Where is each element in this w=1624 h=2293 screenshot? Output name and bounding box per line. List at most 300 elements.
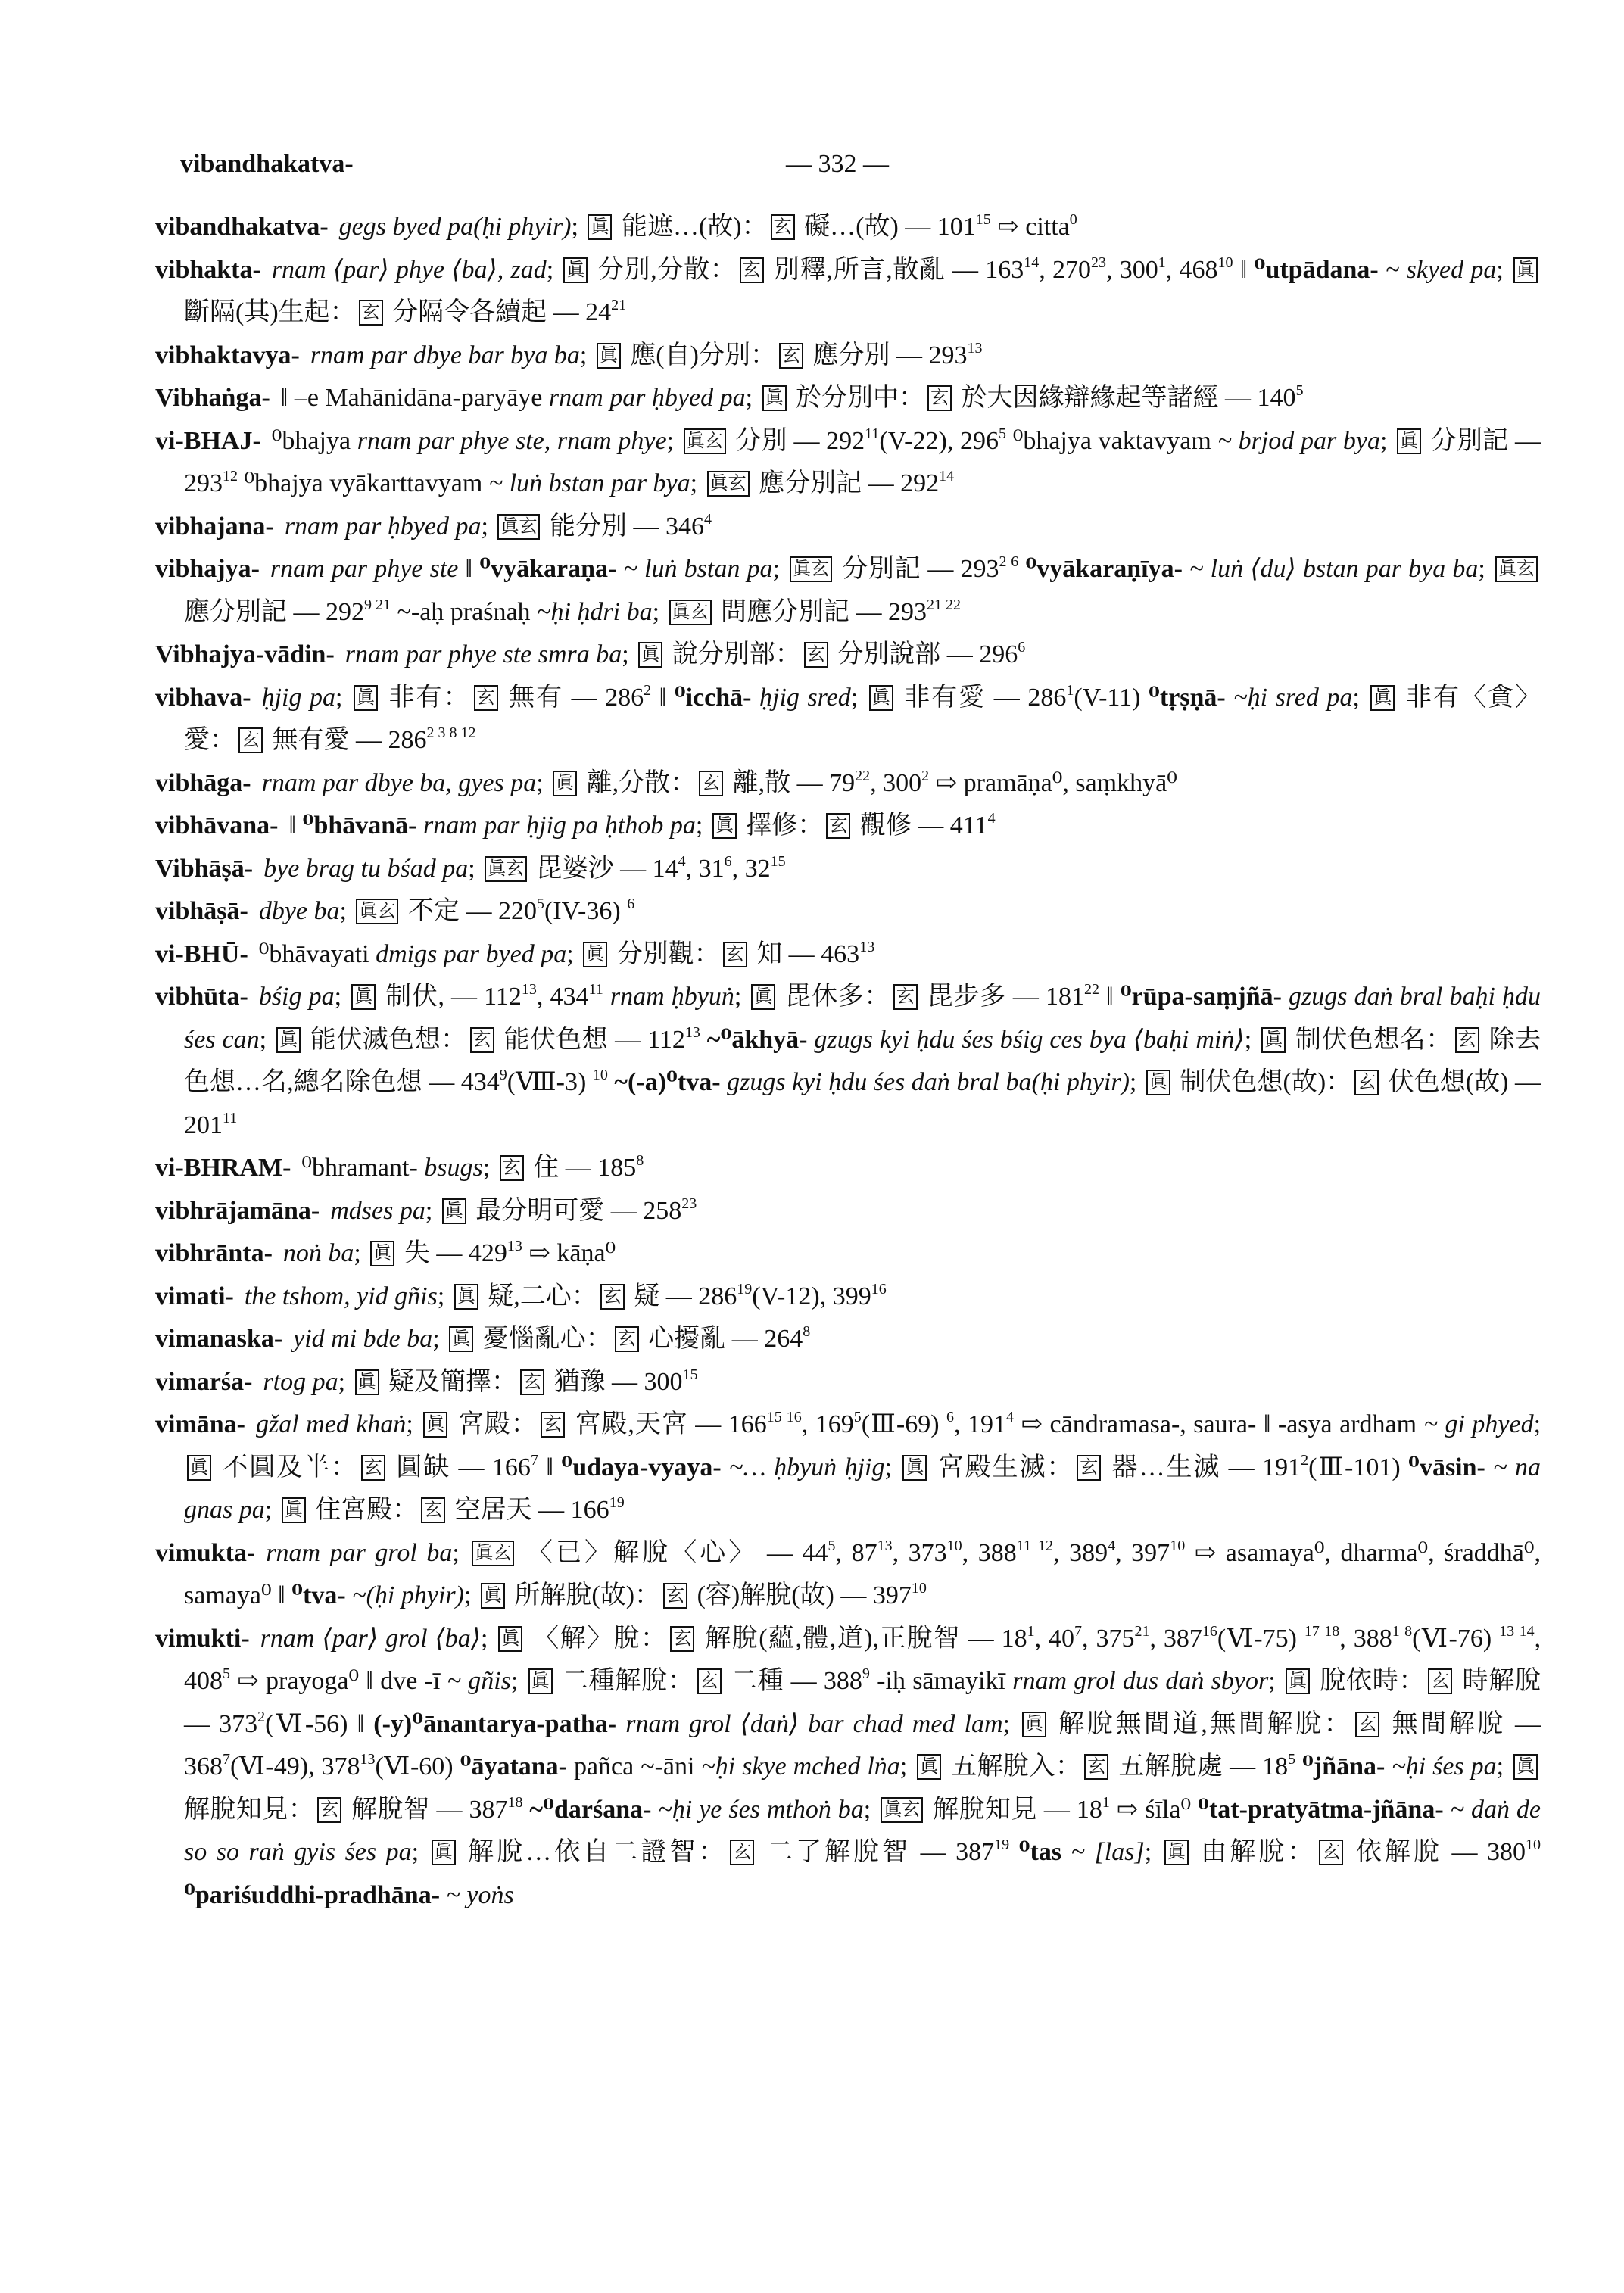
tibetan-equivalent: rnam par grol ba	[266, 1538, 453, 1567]
source-marker-box: 眞	[351, 984, 376, 1010]
line-reference-superscript: 10	[1217, 254, 1233, 271]
entry-headword: vibhajana-	[155, 512, 274, 541]
entry-text: (Ⅲ-101)	[1308, 1453, 1409, 1481]
tibetan-equivalent: ~… ḥbyuṅ ḥjig	[721, 1453, 885, 1481]
entry-text: 無有 — 286	[500, 683, 644, 712]
entry-headword: vimarśa-	[155, 1367, 253, 1396]
dictionary-entry	[155, 420, 1541, 506]
entry-text: ;	[1268, 1667, 1283, 1695]
line-reference-superscript: 22	[855, 767, 871, 784]
source-marker-box: 眞玄	[669, 600, 712, 625]
entry-text: 能分別 — 346	[543, 512, 704, 541]
tibetan-equivalent: ~ luṅ bstan pa	[616, 555, 773, 583]
entry-text: ⇨ cāndramasa-, saura- ‖ -asya ardham	[1014, 1410, 1424, 1438]
line-reference-superscript: 8	[803, 1323, 811, 1340]
source-marker-box: 玄	[730, 1840, 754, 1865]
entry-text: (V-12), 399	[752, 1282, 871, 1310]
entry-text: 所解脫(故)：	[507, 1581, 661, 1609]
tibetan-equivalent: gžal med khaṅ	[256, 1410, 407, 1438]
entry-text: ‖ –e Mahānidāna-paryāye	[280, 384, 549, 412]
source-marker-box: 眞	[553, 771, 577, 796]
entry-text: 制伏色想名：	[1289, 1025, 1452, 1054]
entry-text: ;	[690, 469, 704, 497]
dictionary-entry	[155, 1232, 1541, 1276]
tibetan-equivalent: ~ḥi ye śes mthoṅ ba	[651, 1795, 864, 1824]
entry-headword: vibhāṣā-	[155, 897, 248, 925]
tibetan-equivalent: ~ḥi śes pa	[1385, 1752, 1497, 1781]
entry-text: 憂惱亂心：	[476, 1325, 612, 1353]
entry-text: 應分別記 — 292	[752, 469, 940, 497]
source-marker-box: 眞	[583, 942, 607, 967]
dictionary-entry	[155, 335, 1541, 378]
tibetan-equivalent: gzugs daṅ bral baḥi ḥdu śes can	[184, 983, 1541, 1054]
source-marker-box: 玄	[740, 257, 764, 283]
entry-text: 時解脫 — 373	[184, 1667, 1541, 1738]
source-marker-box: 玄	[615, 1326, 639, 1352]
tibetan-equivalent: rnam par phye ste	[270, 555, 459, 583]
entry-text: 住宮殿：	[308, 1496, 419, 1524]
entry-text: ;	[481, 512, 495, 541]
entry-text: ‖	[651, 683, 675, 712]
line-reference-superscript: 2	[1301, 1451, 1309, 1469]
source-marker-box: 玄	[470, 1027, 494, 1053]
entry-text: pañca ~-āni	[567, 1752, 702, 1781]
subentry-headword: ⁰rūpa-saṃjñā-	[1120, 983, 1282, 1011]
dictionary-entry	[155, 976, 1541, 1147]
subentry-headword: ⁰udaya-vyaya-	[561, 1453, 722, 1481]
entry-text: 〈解〉脫：	[525, 1624, 668, 1653]
source-marker-box: 玄	[826, 813, 850, 839]
entry-text: ;	[899, 1752, 915, 1781]
entry-text: 別釋,所言,散亂 — 163	[766, 255, 1024, 284]
source-marker-box: 眞	[1022, 1712, 1046, 1737]
line-reference-superscript: 11	[865, 425, 880, 442]
dictionary-entry	[155, 848, 1541, 891]
dictionary-entry	[155, 1318, 1541, 1361]
entry-headword: vibhrānta-	[155, 1239, 273, 1267]
line-reference-superscript: 15	[975, 211, 991, 228]
line-reference-superscript: 2	[921, 767, 930, 784]
tibetan-equivalent: dbye ba	[258, 897, 340, 925]
source-marker-box: 玄	[421, 1497, 445, 1523]
line-reference-superscript: 13	[877, 1537, 893, 1554]
source-marker-box: 眞	[563, 257, 588, 283]
tibetan-equivalent: rnam par ḥbyed pa	[284, 512, 482, 541]
source-marker-box: 玄	[600, 1284, 625, 1310]
line-reference-superscript: 10	[911, 1580, 927, 1597]
entry-text: ;	[579, 341, 594, 369]
dictionary-entry	[155, 1147, 1541, 1190]
entry-text: 制伏, — 112	[379, 983, 522, 1011]
entry-text: ⁰bhajya vyākarttavyam	[238, 469, 489, 497]
line-reference-superscript: 7	[530, 1451, 538, 1469]
line-reference-superscript: 19	[609, 1494, 625, 1511]
entry-text: 毘婆沙 — 14	[530, 854, 678, 883]
entry-text: 疑 — 286	[627, 1282, 737, 1310]
dictionary-entry	[155, 206, 1541, 249]
line-reference-superscript: 23	[1091, 254, 1107, 271]
line-reference-superscript: 4	[703, 510, 712, 528]
entry-text: ;	[468, 854, 482, 883]
line-reference-superscript: 21	[1134, 1622, 1150, 1640]
source-marker-box: 眞玄	[356, 899, 398, 924]
dictionary-entries	[155, 206, 1541, 1917]
entry-text: 毘休多：	[778, 983, 890, 1011]
source-marker-box: 眞	[449, 1326, 473, 1352]
source-marker-box: 眞	[588, 214, 612, 240]
source-marker-box: 眞玄	[707, 471, 750, 497]
tibetan-equivalent: rnam par phye ste smra ba	[344, 640, 622, 668]
entry-headword: vi-BHŪ-	[155, 939, 248, 968]
entry-text: , 191	[954, 1410, 1007, 1438]
line-reference-superscript: 13	[967, 339, 983, 357]
line-reference-superscript: 1	[1066, 681, 1074, 699]
entry-text: ;	[622, 640, 636, 668]
line-reference-superscript: 9	[499, 1067, 507, 1083]
entry-text: 斷隔(其)生起：	[184, 298, 356, 326]
line-reference-superscript: 4	[987, 810, 996, 827]
line-reference-superscript: 21	[611, 297, 627, 313]
dictionary-entry	[155, 1190, 1541, 1233]
entry-text: (Ⅷ-3)	[507, 1068, 593, 1096]
entry-text: 非有：	[380, 683, 471, 712]
entry-text: , 31	[685, 854, 725, 883]
source-marker-box: 眞	[442, 1198, 466, 1224]
line-reference-superscript: 10	[592, 1067, 608, 1083]
entry-text: ⇨ citta	[990, 213, 1070, 241]
entry-text: (Ⅵ-49), 378	[230, 1752, 360, 1781]
entry-headword: vimukta-	[155, 1538, 256, 1567]
entry-headword: vibhakta-	[155, 255, 261, 284]
line-reference-superscript: 5	[828, 1537, 836, 1554]
entry-text: ;	[437, 1282, 451, 1310]
entry-text: 二了解脫智 — 387	[757, 1838, 995, 1866]
dictionary-entry	[155, 933, 1541, 977]
entry-text: 知 — 463	[750, 939, 860, 968]
entry-text: (IV-36)	[544, 897, 628, 925]
tibetan-equivalent: ~ luṅ ⟨du⟩ bstan par bya ba	[1182, 555, 1479, 583]
entry-text: 依解脫 — 380	[1346, 1838, 1526, 1866]
entry-text: 應(自)分別：	[623, 341, 776, 369]
tibetan-equivalent: ~ gñis	[447, 1667, 511, 1695]
entry-text: 於分別中：	[789, 384, 925, 412]
entry-text: 無間解脫 — 368	[184, 1709, 1541, 1781]
entry-text: 問應分別記 — 293	[714, 597, 927, 626]
entry-text: (Ⅵ-75)	[1217, 1624, 1304, 1653]
entry-text: -iḥ sāmayikī	[869, 1667, 1013, 1695]
running-head: vibandhakatva-	[180, 150, 354, 178]
entry-text: ;	[406, 1410, 421, 1438]
entry-text: , 373	[892, 1538, 947, 1567]
source-marker-box: 玄	[1455, 1027, 1479, 1053]
tibetan-equivalent: rnam par phye ste, rnam phye	[357, 426, 667, 455]
entry-text: 解脫(蘊,體,道),正脫智 — 18	[697, 1624, 1027, 1653]
entry-text: 伏色想(故) — 201	[184, 1068, 1541, 1139]
line-reference-superscript: 5	[1288, 1751, 1296, 1768]
entry-headword: vimanaska-	[155, 1325, 283, 1353]
entry-text: 能遮…(故)：	[615, 213, 768, 241]
entry-text: , 32	[731, 854, 771, 883]
dictionary-entry	[155, 506, 1541, 549]
tibetan-equivalent: ~ḥi ḥdri ba	[537, 597, 653, 626]
entry-text: ;	[482, 1154, 497, 1182]
entry-text: 心擾亂 — 264	[641, 1325, 803, 1353]
entry-text: 離,分散：	[580, 768, 697, 797]
tibetan-equivalent: bśig pa	[258, 983, 335, 1011]
entry-text: ;	[652, 597, 666, 626]
entry-text: ⇨ śīla⁰	[1109, 1795, 1199, 1824]
entry-text: ;	[695, 812, 709, 840]
entry-text: 制伏色想(故)：	[1173, 1068, 1352, 1096]
source-marker-box: 玄	[317, 1797, 341, 1823]
entry-text: 除去色想…名,總名除色想 — 434	[184, 1025, 1541, 1096]
subentry-headword: ~(-a)⁰tva-	[607, 1068, 721, 1096]
tibetan-equivalent: rnam par dbye bar bya ba	[310, 341, 580, 369]
entry-text: 二種解脫：	[555, 1667, 694, 1695]
line-reference-superscript: 10	[1170, 1537, 1186, 1554]
entry-text: ;	[1496, 255, 1511, 284]
line-reference-superscript: 14	[1024, 254, 1040, 271]
tibetan-equivalent: ḥjig pa	[261, 683, 336, 712]
entry-text: 分別記 — 293	[184, 426, 1541, 497]
source-marker-box: 玄	[893, 984, 918, 1010]
source-marker-box: 眞	[1513, 1754, 1538, 1780]
entry-text: ;	[536, 768, 550, 797]
entry-text: 應分別 — 293	[806, 341, 968, 369]
line-reference-superscript: 11	[223, 1109, 238, 1126]
tibetan-equivalent: ~ḥi skye mched lṅa	[701, 1752, 900, 1781]
entry-text: (Ⅵ-60)	[375, 1752, 460, 1781]
tibetan-equivalent: mdses pa	[330, 1196, 425, 1225]
entry-text: ;	[259, 1025, 273, 1054]
line-reference-superscript: 18	[507, 1793, 523, 1811]
source-marker-box: 眞	[1146, 1070, 1170, 1095]
entry-text: , 408	[184, 1624, 1541, 1695]
entry-text: 分別,分散：	[591, 255, 737, 284]
subentry-headword: ⁰vyākaraṇīya-	[1025, 555, 1183, 583]
tibetan-equivalent: ~ daṅ de so so raṅ gyis śes pa	[184, 1795, 1541, 1866]
tibetan-equivalent: gzugs kyi ḥdu śes daṅ bral ba(ḥi phyir)	[720, 1068, 1130, 1096]
line-reference-superscript: 11 12	[1016, 1537, 1054, 1554]
entry-headword: Vibhaṅga-	[155, 384, 270, 412]
line-reference-superscript: 5	[853, 1409, 862, 1425]
line-reference-superscript: 15 16	[766, 1409, 802, 1425]
source-marker-box: 眞	[1370, 685, 1395, 711]
source-marker-box: 眞玄	[485, 856, 527, 882]
entry-text: 五解脫入：	[944, 1752, 1082, 1781]
entry-text: 分別 — 292	[728, 426, 865, 455]
entry-text: ;	[571, 213, 585, 241]
entry-text: , 389	[1053, 1538, 1108, 1567]
source-marker-box: 眞	[528, 1668, 553, 1694]
line-reference-superscript: 6	[724, 852, 732, 870]
page-header	[180, 150, 1473, 188]
source-marker-box: 眞	[869, 685, 893, 711]
entry-headword: vibhāga-	[155, 768, 251, 797]
entry-text: 觀修 — 411	[853, 812, 988, 840]
entry-text: 能伏滅色想：	[303, 1025, 467, 1054]
dictionary-entry	[155, 762, 1541, 805]
entry-text: 二種 — 388	[724, 1667, 862, 1695]
line-reference-superscript: 16	[1202, 1622, 1217, 1640]
entry-text: 擇修：	[739, 812, 824, 840]
line-reference-superscript: 13	[684, 1023, 700, 1041]
entry-text: 毘步多 — 181	[920, 983, 1084, 1011]
tibetan-equivalent: ~ yoṅs	[440, 1880, 514, 1909]
line-reference-superscript: 19	[737, 1280, 753, 1298]
line-reference-superscript: 5	[536, 896, 544, 912]
line-reference-superscript: 5	[1295, 382, 1304, 399]
subentry-headword: ⁰icchā-	[674, 683, 752, 712]
entry-text: (V-11)	[1074, 683, 1149, 712]
subentry-headword: ⁰bhāvanā-	[302, 812, 417, 840]
line-reference-superscript: 9	[862, 1665, 870, 1682]
line-reference-superscript: 19	[994, 1837, 1010, 1853]
subentry-headword: ⁰vāsin-	[1408, 1453, 1485, 1481]
source-marker-box: 眞	[1164, 1840, 1189, 1865]
entry-headword: Vibhajya-vādin-	[155, 640, 335, 668]
subentry-headword: ⁰tṛṣṇā-	[1148, 683, 1226, 712]
line-reference-superscript: 13	[859, 938, 875, 955]
entry-text: 器…生滅 — 191	[1104, 1453, 1301, 1481]
dictionary-entry	[155, 634, 1541, 677]
entry-text: , 300	[1106, 255, 1158, 284]
entry-text: 分別記 — 293	[835, 555, 999, 583]
source-marker-box: 玄	[520, 1369, 544, 1395]
entry-text: ;	[1496, 1752, 1511, 1781]
entry-text: 解脫無間道,無間解脫：	[1049, 1709, 1353, 1738]
entry-text: 應分別記 — 292	[184, 597, 364, 626]
dictionary-entry	[155, 805, 1541, 848]
entry-text: ⁰bhajya vaktavyam	[1006, 426, 1218, 455]
source-marker-box: 眞玄	[790, 556, 832, 582]
entry-text: 能伏色想 — 112	[497, 1025, 685, 1054]
entry-headword: vimāna-	[155, 1410, 245, 1438]
source-marker-box: 眞	[423, 1412, 447, 1438]
source-marker-box: 玄	[1319, 1840, 1343, 1865]
entry-text: ⇨ asamaya⁰, dharma⁰, śraddhā⁰, samaya⁰ ‖	[184, 1538, 1541, 1609]
subentry-headword: ⁰tat-pratyātma-jñāna-	[1198, 1795, 1444, 1824]
entry-text: , 40	[1034, 1624, 1075, 1653]
source-marker-box: 玄	[663, 1583, 687, 1609]
tibetan-equivalent: rnam ⟨par⟩ phye ⟨ba⟩, zad	[271, 255, 547, 284]
source-marker-box: 眞	[498, 1626, 522, 1652]
subentry-headword: (-y)⁰ānantarya-patha-	[373, 1709, 617, 1738]
source-marker-box: 眞	[917, 1754, 941, 1780]
entry-text: 五解脫處 — 18	[1111, 1752, 1289, 1781]
line-reference-superscript: 8	[636, 1152, 644, 1169]
entry-text: , 387	[1149, 1624, 1202, 1653]
source-marker-box: 眞	[762, 385, 787, 411]
source-marker-box: 眞玄	[1495, 556, 1538, 582]
entry-text: 非有愛 — 286	[896, 683, 1067, 712]
line-reference-superscript: 5	[999, 425, 1007, 442]
entry-text: ;	[1144, 1838, 1161, 1866]
entry-text: 不圓及半：	[214, 1453, 358, 1481]
tibetan-equivalent: rnam ⟨par⟩ grol ⟨ba⟩	[260, 1624, 481, 1653]
line-reference-superscript: 22	[1083, 981, 1099, 998]
entry-text: 最分明可愛 — 258	[469, 1196, 682, 1225]
tibetan-equivalent: rnam grol ⟨daṅ⟩ bar chad med lam	[616, 1709, 1003, 1738]
entry-text: ;	[1478, 555, 1493, 583]
source-marker-box: 玄	[699, 771, 723, 796]
entry-headword: vibhaktavya-	[155, 341, 300, 369]
entry-text: 疑,二心：	[481, 1282, 597, 1310]
entry-headword: vibhūta-	[155, 983, 248, 1011]
line-reference-superscript: 15	[770, 852, 786, 870]
line-reference-superscript: 2	[644, 681, 652, 699]
entry-text: 空居天 — 166	[448, 1496, 609, 1524]
entry-text: ;	[745, 384, 759, 412]
entry-text: ;	[335, 683, 351, 712]
line-reference-superscript: 13	[507, 1238, 522, 1254]
entry-text: ⁰bhajya	[271, 426, 357, 455]
tibetan-equivalent: ~ḥi sred pa	[1225, 683, 1353, 712]
dictionary-entry	[155, 677, 1541, 762]
tibetan-equivalent: rnam ḥbyuṅ	[603, 983, 734, 1011]
entry-text: ;	[463, 1581, 478, 1609]
dictionary-entry	[155, 548, 1541, 634]
entry-text: ;	[863, 1795, 878, 1824]
tibetan-equivalent: ~ [las]	[1061, 1838, 1145, 1866]
line-reference-superscript: 1	[1102, 1793, 1110, 1811]
entry-text: ‖	[538, 1453, 562, 1481]
entry-text: 無有愛 — 286	[266, 726, 427, 754]
source-marker-box: 玄	[1354, 1070, 1379, 1095]
entry-text: ;	[432, 1325, 447, 1353]
entry-headword: Vibhāṣā-	[155, 854, 254, 883]
entry-text: 不定 — 220	[401, 897, 537, 925]
line-reference-superscript: 10	[1526, 1837, 1541, 1853]
entry-text: ;	[546, 255, 561, 284]
source-marker-box: 眞	[638, 642, 662, 668]
entry-text: , 434	[536, 983, 589, 1011]
entry-headword: vibhāvana-	[155, 812, 279, 840]
subentry-headword: ⁰tas	[1009, 1838, 1062, 1866]
line-reference-superscript: 13	[360, 1751, 376, 1768]
entry-text: ;	[884, 1453, 900, 1481]
source-marker-box: 玄	[804, 642, 828, 668]
line-reference-superscript: 14	[939, 468, 955, 484]
entry-text: , 169	[801, 1410, 854, 1438]
tibetan-equivalent: the tshom, yid gñis	[244, 1282, 438, 1310]
line-reference-superscript: 0	[1069, 211, 1077, 228]
entry-text: ;	[566, 939, 581, 968]
line-reference-superscript: 4	[1108, 1537, 1116, 1554]
source-marker-box: 玄	[1355, 1712, 1379, 1737]
tibetan-equivalent: rtog pa	[263, 1367, 338, 1396]
tibetan-equivalent: gegs byed pa(ḥi phyir)	[338, 213, 572, 241]
entry-text: ‖	[1099, 983, 1121, 1011]
source-marker-box: 眞	[432, 1840, 456, 1865]
entry-text: ;	[339, 897, 354, 925]
entry-text: , 468	[1165, 255, 1218, 284]
line-reference-superscript: 6	[1018, 639, 1026, 656]
source-marker-box: 玄	[670, 1626, 694, 1652]
subentry-headword: ⁰vyākaraṇa-	[479, 555, 617, 583]
subentry-headword: ⁰jñāna-	[1295, 1752, 1386, 1781]
source-marker-box: 眞玄	[684, 428, 726, 454]
line-reference-superscript: 6	[627, 896, 635, 912]
source-marker-box: 眞	[282, 1497, 306, 1523]
entry-text: ⁰bhramant-	[301, 1154, 425, 1182]
entry-text: ;	[411, 1838, 429, 1866]
source-marker-box: 玄	[541, 1412, 565, 1438]
line-reference-superscript: 6	[946, 1409, 955, 1425]
entry-text: , 388	[1339, 1624, 1392, 1653]
line-reference-superscript: 12	[223, 468, 238, 484]
source-marker-box: 玄	[927, 385, 952, 411]
